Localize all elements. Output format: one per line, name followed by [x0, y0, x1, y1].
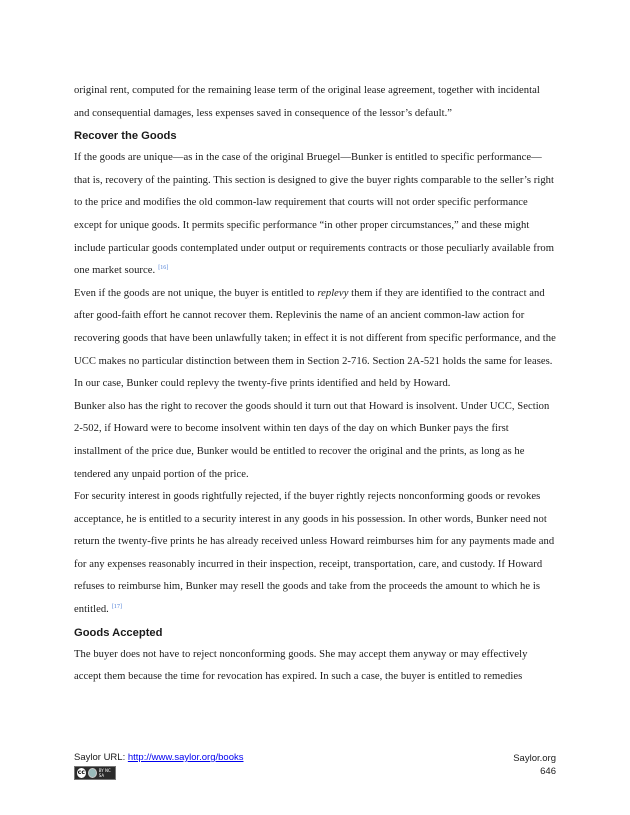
paragraph-text: If the goods are unique—as in the case of the original Bruegel—Bunker is entitled to specific performance—that is, recovery of the painting. This section is designed to give the buyer rights comparable to the seller’s right to the price and modifies the old common-law requirement that courts will not order specific performance except for unique goods. It permits specific performance “in other proper circumstances,” and these might include particular goods contemplated under output or requirements contracts or those peculiarly available from one market source.: [74, 152, 555, 277]
footer-site-name: Saylor.org: [513, 753, 556, 764]
footnote-link-17[interactable]: [17]: [111, 603, 123, 610]
paragraph-unique-goods: [74, 147, 556, 283]
paragraph-text: them if they are identified to the contract and after good-faith effort he cannot recover them. Replevinis the name of an ancient common-law action for recovering goods that have been unlawfully taken; in effect it is not different from specific performance, and the UCC makes no particular distinction between them in Section 2-716. Section 2A-521 holds the same for leases. In our case, Bunker could replevy the twenty-five prints identified and held by Howard.: [74, 287, 556, 390]
heading-recover-goods: Recover the Goods: [74, 130, 177, 143]
paragraph-text: For security interest in goods rightfully rejected, if the buyer rightly rejects nonconforming goods or revokes acceptance, he is entitled to a security interest in any goods in his possession. In other words, Bunker need not return the twenty-five prints he has already received unless Howard reimburses him for any payments made and for any expenses reasonably incurred in their inspection, receipt, transportation, care, and custody. If Howard refuses to reimburse him, Bunker may resell the goods and take from the proceeds the amount to which he is entitled.: [74, 491, 555, 616]
page-number: 646: [540, 766, 556, 777]
paragraph-insolvent: Bunker also has the right to recover the goods should it turn out that Howard is insolvent. Under UCC, Section 2-502, if Howard were to become insolvent within ten days of the day on which Bunker pays the first installment of the price due, Bunker would be entitled to recover the original and the prints, as long as he tendered any unpaid portion of the price.: [74, 400, 550, 480]
paragraph-continued: original rent, computed for the remaining lease term of the original lease agreement, together with incidental and consequential damages, less expenses saved in consequence of the lessor’s default.”: [74, 85, 540, 119]
cc-attribution-icon: [88, 768, 97, 778]
replevy-term: replevy: [317, 287, 349, 299]
footer-url-link[interactable]: http://www.saylor.org/books: [127, 752, 244, 763]
cc-license-text: BY NC SA: [98, 768, 111, 778]
heading-goods-accepted: Goods Accepted: [74, 626, 163, 639]
paragraph-security-interest: [74, 486, 556, 622]
paragraph-goods-accepted: The buyer does not have to reject nonconforming goods. She may accept them anyway or may effectively accept them because the time for revocation has expired. In such a case, the buyer is entitled to remedies: [74, 648, 528, 683]
footer-url: [74, 752, 244, 763]
page-body: [74, 80, 556, 689]
paragraph-replevy: [74, 283, 556, 396]
footer-right: [513, 752, 556, 778]
cc-icon: cc: [77, 769, 85, 776]
paragraph-text: Even if the goods are not unique, the buyer is entitled to: [74, 287, 318, 299]
creative-commons-license-icon: [74, 766, 116, 780]
footer-url-label: Saylor URL:: [74, 752, 128, 763]
footnote-link-16[interactable]: [16]: [158, 264, 169, 271]
